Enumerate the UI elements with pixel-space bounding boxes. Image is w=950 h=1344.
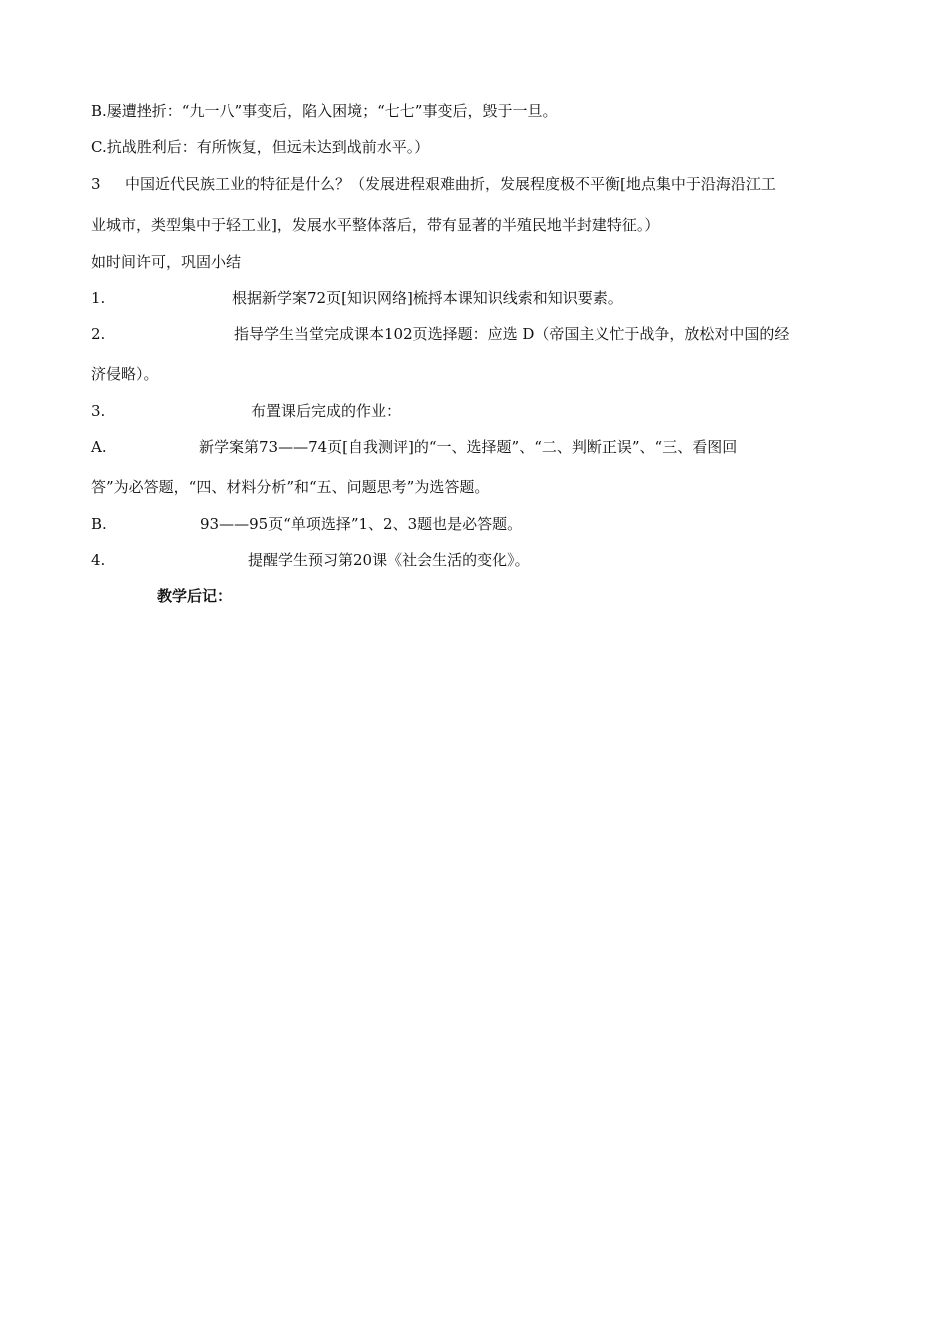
sub-item-a-line-2 (91, 477, 871, 497)
sub-item-label: B. (91, 515, 107, 533)
paragraph-c-recovery (91, 137, 871, 157)
list-number: 3. (91, 402, 106, 420)
paragraph-b-frustration (91, 101, 871, 121)
list-text: 济侵略）。 (91, 365, 159, 383)
heading-text: 教学后记： (157, 587, 233, 605)
list-number: 2. (91, 325, 106, 343)
paragraph-text: B.屡遭挫折：“九一八”事变后，陷入困境；“七七”事变后，毁于一旦。 (91, 102, 558, 120)
question-text: 业城市，类型集中于轻工业]，发展水平整体落后，带有显著的半殖民地半封建特征。） (91, 216, 660, 234)
question-number: 3 (91, 175, 101, 193)
list-text: 指导学生当堂完成课本102页选择题：应选 D（帝国主义忙于战争，放松对中国的经 (234, 325, 790, 343)
summary-heading (91, 252, 871, 272)
sub-item-text: 新学案第73——74页[自我测评]的“一、选择题”、“二、判断正误”、“三、看图回 (199, 438, 738, 456)
list-number: 1. (91, 289, 106, 307)
list-text: 提醒学生预习第20课《社会生活的变化》。 (248, 551, 530, 569)
question-3-line-1 (91, 174, 871, 194)
postscript-heading (157, 586, 937, 606)
list-number: 4. (91, 551, 106, 569)
sub-item-text: 答”为必答题，“四、材料分析”和“五、问题思考”为选答题。 (91, 478, 490, 496)
list-item-4 (91, 550, 871, 570)
question-3-line-2 (91, 215, 871, 235)
sub-item-text: 93——95页“单项选择”1、2、3题也是必答题。 (200, 515, 523, 533)
sub-item-label: A. (91, 438, 107, 456)
question-text: 中国近代民族工业的特征是什么？（发展进程艰难曲折，发展程度极不平衡[地点集中于沿海沿江工 (125, 175, 776, 193)
paragraph-text: C.抗战胜利后：有所恢复，但远未达到战前水平。） (91, 138, 430, 156)
sub-item-a-line-1 (91, 437, 871, 457)
list-text: 根据新学案72页[知识网络]梳捋本课知识线索和知识要素。 (232, 289, 623, 307)
list-text: 布置课后完成的作业： (251, 402, 402, 420)
list-item-2-line-1 (91, 324, 871, 344)
sub-item-b (91, 514, 871, 534)
list-item-2-line-2 (91, 364, 871, 384)
heading-text: 如时间许可，巩固小结 (91, 253, 242, 271)
list-item-1 (91, 288, 871, 308)
list-item-3 (91, 401, 871, 421)
